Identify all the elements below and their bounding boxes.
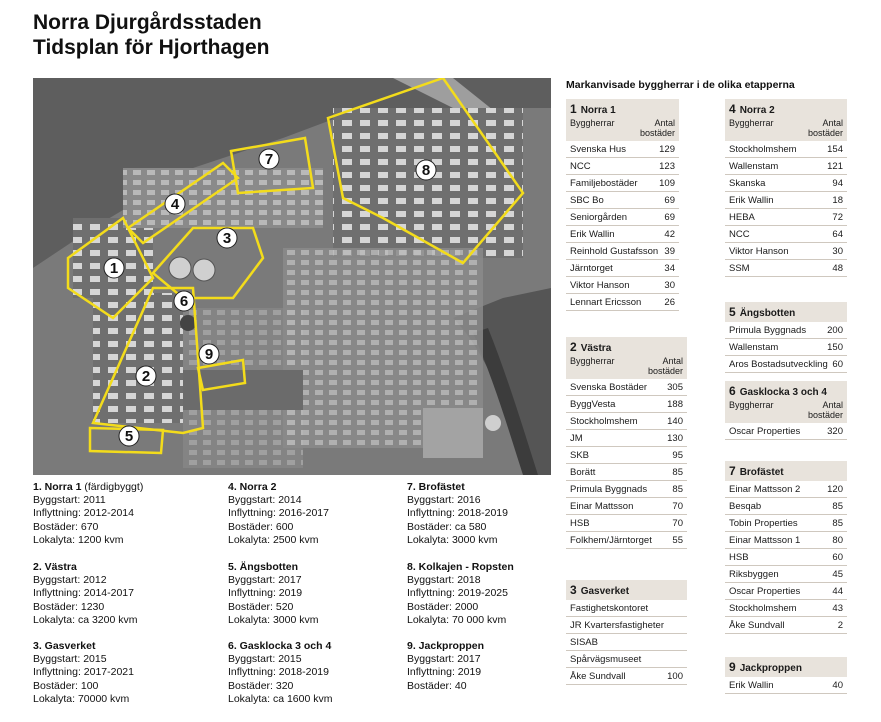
housing-count: 69 <box>664 194 675 206</box>
housing-count: 40 <box>832 679 843 691</box>
table-row <box>566 277 679 294</box>
table-name: Gasklocka 3 och 4 <box>739 387 827 398</box>
housing-count: 42 <box>664 228 675 240</box>
col-header-builder: Byggherrar <box>570 118 615 128</box>
table-row <box>566 600 687 617</box>
builder-name: Skanska <box>729 177 766 189</box>
builder-name: Primula Byggnads <box>570 483 648 495</box>
phase-info-6 <box>228 640 332 706</box>
builder-name: Åke Sundvall <box>570 670 626 682</box>
table-row <box>725 322 847 339</box>
title-line-2: Tidsplan för Hjorthagen <box>33 36 270 59</box>
table-header <box>725 381 847 423</box>
table-row <box>725 532 847 549</box>
phase-detail: Inflyttning: 2019 <box>228 587 303 600</box>
table-row <box>725 600 847 617</box>
housing-count: 123 <box>659 160 675 172</box>
col-header-count: Antal bostäder <box>807 400 843 420</box>
map-label-3: 3 <box>222 230 232 247</box>
phase-detail: Bostäder: 100 <box>33 679 99 692</box>
phase-detail: Lokalyta: ca 3200 kvm <box>33 613 138 626</box>
phase-detail: Byggstart: 2015 <box>33 653 107 666</box>
phase-detail: Bostäder: ca 580 <box>407 520 487 533</box>
phase-detail: Bostäder: 600 <box>228 520 294 533</box>
phase-heading: 3. Gasverket <box>33 640 96 652</box>
phase-heading: 5. Ängsbotten <box>228 561 298 573</box>
builders-table-3 <box>566 580 687 685</box>
table-row <box>566 379 687 396</box>
table-row <box>566 498 687 515</box>
housing-count: 45 <box>832 568 843 580</box>
builders-table-4 <box>725 99 847 277</box>
housing-count: 55 <box>672 534 683 546</box>
table-row <box>566 226 679 243</box>
housing-count: 72 <box>832 211 843 223</box>
table-header <box>725 657 847 677</box>
table-row <box>566 158 679 175</box>
table-number: 2 <box>570 340 577 354</box>
phase-heading: 1. Norra 1 (färdigbyggt) <box>33 481 144 493</box>
page-title <box>33 10 269 60</box>
table-header <box>566 580 687 600</box>
builder-name: Erik Wallin <box>729 679 774 691</box>
housing-count: 120 <box>827 483 843 495</box>
housing-count: 305 <box>667 381 683 393</box>
table-row <box>725 209 847 226</box>
table-row <box>725 498 847 515</box>
map-label-4: 4 <box>170 196 180 213</box>
phase-detail: Inflyttning: 2018-2019 <box>228 666 329 679</box>
builder-name: Stockholmshem <box>729 143 797 155</box>
housing-count: 30 <box>832 245 843 257</box>
phase-detail: Inflyttning: 2019-2025 <box>407 587 508 600</box>
housing-count: 44 <box>832 585 843 597</box>
table-row <box>725 566 847 583</box>
builder-name: Viktor Hanson <box>570 279 630 291</box>
housing-count: 70 <box>672 517 683 529</box>
phase-heading: 7. Brofästet <box>407 481 465 493</box>
table-row <box>566 209 679 226</box>
builder-name: HSB <box>729 551 749 563</box>
table-row <box>566 464 687 481</box>
phase-detail: Bostäder: 2000 <box>407 600 479 613</box>
housing-count: 188 <box>667 398 683 410</box>
phase-detail: Byggstart: 2017 <box>228 574 302 587</box>
builder-name: Oscar Properties <box>729 425 801 437</box>
phase-heading: 9. Jackproppen <box>407 640 485 652</box>
housing-count: 48 <box>832 262 843 274</box>
table-row <box>725 677 847 694</box>
builder-name: ByggVesta <box>570 398 616 410</box>
builder-name: JM <box>570 432 583 444</box>
housing-count: 129 <box>659 143 675 155</box>
table-title <box>570 102 675 116</box>
table-name: Ängsbotten <box>739 308 796 319</box>
table-row <box>566 668 687 685</box>
builder-name: NCC <box>570 160 591 172</box>
table-title <box>729 464 843 478</box>
housing-count: 100 <box>667 670 683 682</box>
builder-name: Oscar Properties <box>729 585 801 597</box>
table-row <box>566 192 679 209</box>
table-row <box>566 515 687 532</box>
builders-table-6 <box>725 381 847 440</box>
builder-name: Svenska Hus <box>570 143 626 155</box>
phase-detail: Bostäder: 40 <box>407 679 467 692</box>
table-header <box>566 337 687 379</box>
table-number: 5 <box>729 305 736 319</box>
phase-note: (färdigbyggt) <box>81 481 144 493</box>
table-row <box>725 617 847 634</box>
builder-name: Einar Mattsson 1 <box>729 534 801 546</box>
builder-name: Borätt <box>570 466 596 478</box>
phase-detail: Lokalyta: 70 000 kvm <box>407 613 507 626</box>
housing-count: 121 <box>827 160 843 172</box>
builder-name: Einar Mattsson <box>570 500 634 512</box>
map-label-9: 9 <box>204 346 214 363</box>
table-row <box>566 175 679 192</box>
phase-detail: Bostäder: 1230 <box>33 600 105 613</box>
map-label-7: 7 <box>264 151 274 168</box>
table-name: Gasverket <box>580 586 630 597</box>
phase-detail: Lokalyta: 1200 kvm <box>33 533 124 546</box>
housing-count: 80 <box>832 534 843 546</box>
map-label-6: 6 <box>179 293 189 310</box>
phase-detail: Inflyttning: 2017-2021 <box>33 666 134 679</box>
table-title <box>570 340 683 354</box>
phase-detail: Inflyttning: 2012-2014 <box>33 507 134 520</box>
phase-info-5 <box>228 561 318 627</box>
phase-info-9 <box>407 640 484 693</box>
phase-heading: 8. Kolkajen - Ropsten <box>407 561 514 573</box>
phase-info-4 <box>228 481 329 547</box>
builder-name: Folkhem/Järntorget <box>570 534 652 546</box>
table-row <box>725 158 847 175</box>
builders-table-5 <box>725 302 847 373</box>
phase-heading: 4. Norra 2 <box>228 481 277 493</box>
builder-name: Primula Byggnads <box>729 324 807 336</box>
table-row <box>725 515 847 532</box>
builder-name: Viktor Hanson <box>729 245 789 257</box>
housing-count: 43 <box>832 602 843 614</box>
table-number: 4 <box>729 102 736 116</box>
housing-count: 200 <box>827 324 843 336</box>
phase-detail: Inflyttning: 2018-2019 <box>407 507 508 520</box>
table-row <box>566 634 687 651</box>
table-row <box>566 141 679 158</box>
builder-name: Wallenstam <box>729 160 779 172</box>
builder-name: Erik Wallin <box>729 194 774 206</box>
table-row <box>725 141 847 158</box>
table-title <box>570 583 683 597</box>
builder-name: Lennart Ericsson <box>570 296 642 308</box>
phase-detail: Byggstart: 2011 <box>33 494 106 507</box>
builder-name: Riksbyggen <box>729 568 779 580</box>
phase-info-1 <box>33 481 143 547</box>
table-row <box>566 447 687 464</box>
housing-count: 85 <box>832 500 843 512</box>
housing-count: 60 <box>832 551 843 563</box>
table-row <box>566 413 687 430</box>
builders-table-2 <box>566 337 687 549</box>
phase-heading: 6. Gasklocka 3 och 4 <box>228 640 332 652</box>
table-name: Brofästet <box>739 467 784 478</box>
map-graphic <box>33 78 551 475</box>
table-row <box>725 481 847 498</box>
table-header <box>566 99 679 141</box>
builder-name: NCC <box>729 228 750 240</box>
housing-count: 109 <box>659 177 675 189</box>
table-row <box>725 260 847 277</box>
table-number: 3 <box>570 583 577 597</box>
col-header-builder: Byggherrar <box>729 118 774 128</box>
builder-name: SBC Bo <box>570 194 604 206</box>
phase-detail: Inflyttning: 2016-2017 <box>228 507 329 520</box>
phase-detail: Lokalyta: 3000 kvm <box>228 613 319 626</box>
phase-info-8 <box>407 561 514 627</box>
builders-table-7 <box>725 461 847 634</box>
col-header-builder: Byggherrar <box>729 400 774 410</box>
phase-detail: Byggstart: 2017 <box>407 653 481 666</box>
table-row <box>566 260 679 277</box>
table-header <box>725 99 847 141</box>
table-header <box>725 302 847 322</box>
builder-name: Reinhold Gustafsson <box>570 245 659 257</box>
table-number: 6 <box>729 384 736 398</box>
builder-name: SSM <box>729 262 750 274</box>
col-header-count: Antal bostäder <box>647 356 683 376</box>
phase-detail: Inflyttning: 2019 <box>407 666 482 679</box>
table-row <box>725 175 847 192</box>
table-row <box>725 226 847 243</box>
table-name: Norra 2 <box>739 105 775 116</box>
table-row <box>566 651 687 668</box>
phase-detail: Lokalyta: 70000 kvm <box>33 692 130 705</box>
builder-name: Stockholmshem <box>570 415 638 427</box>
builder-name: Besqab <box>729 500 762 512</box>
housing-count: 18 <box>832 194 843 206</box>
housing-count: 95 <box>672 449 683 461</box>
map-label-5: 5 <box>124 428 134 445</box>
phase-info-7 <box>407 481 508 547</box>
phase-detail: Bostäder: 520 <box>228 600 294 613</box>
builder-name: Svenska Bostäder <box>570 381 648 393</box>
table-title <box>729 660 843 674</box>
housing-count: 30 <box>664 279 675 291</box>
phase-detail: Inflyttning: 2014-2017 <box>33 587 134 600</box>
builder-name: HSB <box>570 517 590 529</box>
phase-detail: Byggstart: 2018 <box>407 574 481 587</box>
table-header <box>725 461 847 481</box>
builder-name: HEBA <box>729 211 755 223</box>
table-row <box>725 423 847 440</box>
phase-detail: Lokalyta: 2500 kvm <box>228 533 319 546</box>
table-row <box>566 617 687 634</box>
col-header-count: Antal bostäder <box>639 118 675 138</box>
map-label-2: 2 <box>141 368 151 385</box>
builder-name: Wallenstam <box>729 341 779 353</box>
col-header-builder: Byggherrar <box>570 356 615 366</box>
builders-table-9 <box>725 657 847 694</box>
table-row <box>725 356 847 373</box>
table-name: Västra <box>580 343 612 354</box>
table-row <box>566 396 687 413</box>
builders-heading: Markanvisade byggherrar i de olika etapperna <box>566 79 795 91</box>
table-row <box>725 549 847 566</box>
table-number: 9 <box>729 660 736 674</box>
builder-name: Seniorgården <box>570 211 628 223</box>
housing-count: 60 <box>832 358 843 370</box>
table-row <box>566 294 679 311</box>
phase-detail: Byggstart: 2016 <box>407 494 481 507</box>
builder-name: Stockholmshem <box>729 602 797 614</box>
phase-detail: Bostäder: 670 <box>33 520 99 533</box>
housing-count: 34 <box>664 262 675 274</box>
table-row <box>725 243 847 260</box>
table-title <box>729 384 843 398</box>
phase-info-3 <box>33 640 134 706</box>
builder-name: JR Kvartersfastigheter <box>570 619 664 631</box>
table-row <box>566 430 687 447</box>
table-title <box>729 305 843 319</box>
housing-count: 70 <box>672 500 683 512</box>
phase-detail: Byggstart: 2015 <box>228 653 302 666</box>
housing-count: 94 <box>832 177 843 189</box>
housing-count: 154 <box>827 143 843 155</box>
table-row <box>725 192 847 209</box>
housing-count: 140 <box>667 415 683 427</box>
housing-count: 69 <box>664 211 675 223</box>
housing-count: 85 <box>672 466 683 478</box>
phase-detail: Lokalyta: 3000 kvm <box>407 533 498 546</box>
housing-count: 150 <box>827 341 843 353</box>
housing-count: 85 <box>832 517 843 529</box>
table-name: Norra 1 <box>580 105 616 116</box>
housing-count: 320 <box>827 425 843 437</box>
builder-name: Tobin Properties <box>729 517 798 529</box>
table-row <box>725 339 847 356</box>
builder-name: SKB <box>570 449 590 461</box>
phase-detail: Bostäder: 320 <box>228 679 294 692</box>
table-row <box>725 583 847 600</box>
aerial-map <box>33 78 551 475</box>
builder-name: Järntorget <box>570 262 613 274</box>
table-number: 1 <box>570 102 577 116</box>
map-label-1: 1 <box>109 260 119 277</box>
map-label-8: 8 <box>421 162 431 179</box>
builder-name: SISAB <box>570 636 598 648</box>
table-name: Jackproppen <box>739 663 802 674</box>
builder-name: Aros Bostadsutveckling <box>729 358 828 370</box>
builders-table-1 <box>566 99 679 311</box>
table-row <box>566 532 687 549</box>
phase-detail: Byggstart: 2012 <box>33 574 107 587</box>
builder-name: Spårvägsmuseet <box>570 653 642 665</box>
housing-count: 85 <box>672 483 683 495</box>
housing-count: 26 <box>664 296 675 308</box>
table-number: 7 <box>729 464 736 478</box>
builder-name: Erik Wallin <box>570 228 615 240</box>
col-header-count: Antal bostäder <box>807 118 843 138</box>
table-row <box>566 481 687 498</box>
phase-info-2 <box>33 561 137 627</box>
phase-detail: Lokalyta: ca 1600 kvm <box>228 692 333 705</box>
housing-count: 130 <box>667 432 683 444</box>
phase-detail: Byggstart: 2014 <box>228 494 302 507</box>
housing-count: 64 <box>832 228 843 240</box>
builder-name: Åke Sundvall <box>729 619 785 631</box>
housing-count: 2 <box>837 619 843 631</box>
builder-name: Fastighetskontoret <box>570 602 649 614</box>
phase-heading: 2. Västra <box>33 561 77 573</box>
builder-name: Einar Mattsson 2 <box>729 483 801 495</box>
housing-count: 39 <box>664 245 675 257</box>
builder-name: Familjebostäder <box>570 177 638 189</box>
title-line-1: Norra Djurgårdsstaden <box>33 11 262 34</box>
table-title <box>729 102 843 116</box>
table-row <box>566 243 679 260</box>
